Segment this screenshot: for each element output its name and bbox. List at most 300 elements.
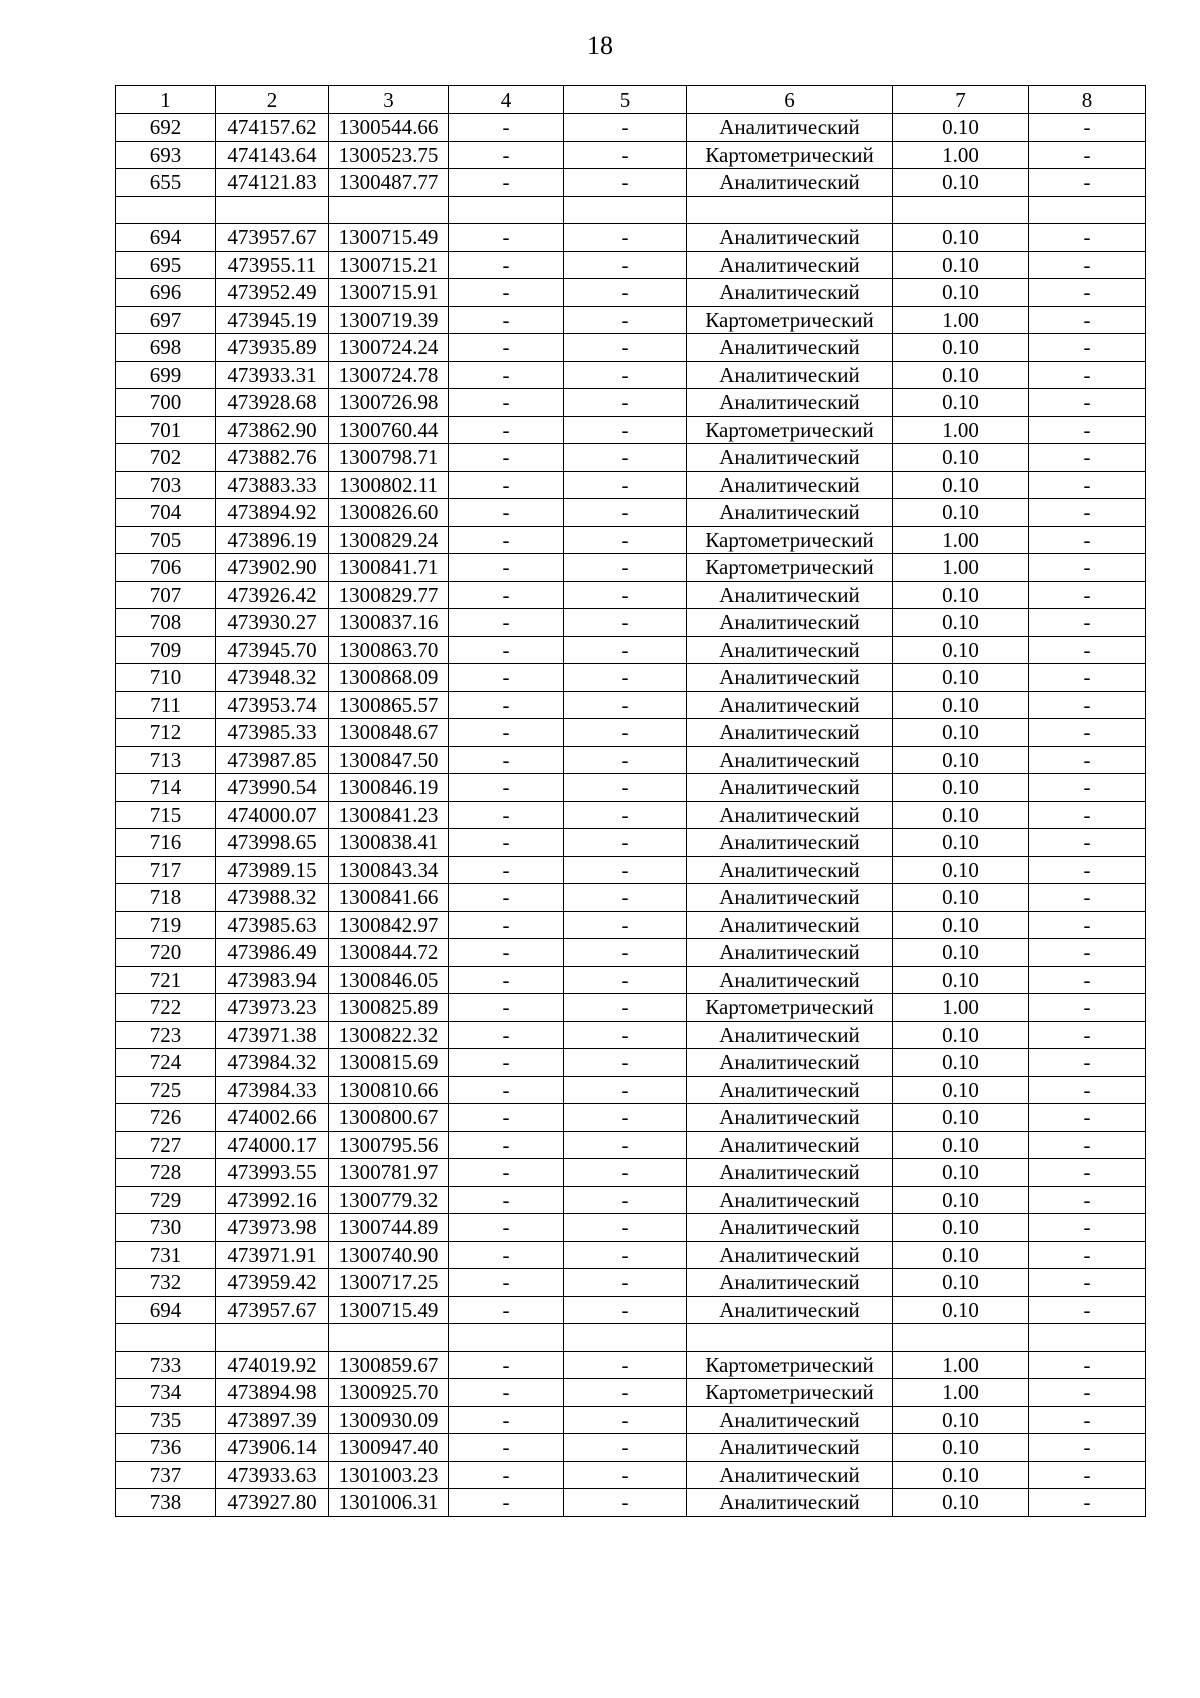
table-row bbox=[116, 1214, 1146, 1242]
table-cell: 0.10 bbox=[893, 856, 1029, 884]
table-cell: Аналитический bbox=[687, 279, 893, 307]
table-cell: 726 bbox=[116, 1104, 216, 1132]
table-cell: 729 bbox=[116, 1186, 216, 1214]
table-cell bbox=[216, 1324, 329, 1352]
table-cell: 1.00 bbox=[893, 526, 1029, 554]
table-cell: 1.00 bbox=[893, 994, 1029, 1022]
table-cell: - bbox=[1029, 471, 1146, 499]
table-cell: 1300826.60 bbox=[329, 499, 449, 527]
table-cell: 0.10 bbox=[893, 801, 1029, 829]
table-cell: - bbox=[449, 691, 564, 719]
table-cell: - bbox=[1029, 1131, 1146, 1159]
table-cell: - bbox=[564, 141, 687, 169]
table-cell: - bbox=[449, 1269, 564, 1297]
table-cell: 1300863.70 bbox=[329, 636, 449, 664]
table-cell: - bbox=[449, 1489, 564, 1517]
table-cell: 0.10 bbox=[893, 1076, 1029, 1104]
table-cell: 1300829.24 bbox=[329, 526, 449, 554]
table-cell: - bbox=[1029, 856, 1146, 884]
table-cell: 1300868.09 bbox=[329, 664, 449, 692]
table-cell: - bbox=[564, 499, 687, 527]
table-cell: - bbox=[1029, 306, 1146, 334]
table-row bbox=[116, 554, 1146, 582]
table-cell: - bbox=[1029, 114, 1146, 142]
table-cell: 473926.42 bbox=[216, 581, 329, 609]
table-cell: 717 bbox=[116, 856, 216, 884]
table-cell: 1300726.98 bbox=[329, 389, 449, 417]
table-cell: 473984.32 bbox=[216, 1049, 329, 1077]
table-cell: - bbox=[449, 554, 564, 582]
table-cell: - bbox=[564, 114, 687, 142]
table-cell bbox=[216, 196, 329, 224]
table-cell: 473930.27 bbox=[216, 609, 329, 637]
table-row bbox=[116, 1351, 1146, 1379]
table-cell: 721 bbox=[116, 966, 216, 994]
table-cell: 473896.19 bbox=[216, 526, 329, 554]
table-row bbox=[116, 389, 1146, 417]
table-row bbox=[116, 1434, 1146, 1462]
table-cell: 1.00 bbox=[893, 1379, 1029, 1407]
table-row bbox=[116, 224, 1146, 252]
table-cell: - bbox=[564, 1296, 687, 1324]
table-cell: - bbox=[449, 1186, 564, 1214]
column-header: 7 bbox=[893, 86, 1029, 114]
column-header: 6 bbox=[687, 86, 893, 114]
table-row bbox=[116, 1324, 1146, 1352]
table-cell: 473897.39 bbox=[216, 1406, 329, 1434]
table-cell: - bbox=[449, 1406, 564, 1434]
table-cell: 696 bbox=[116, 279, 216, 307]
coordinates-table bbox=[115, 85, 1146, 1517]
table-cell: - bbox=[449, 1296, 564, 1324]
table-cell: Аналитический bbox=[687, 1296, 893, 1324]
table-cell: 709 bbox=[116, 636, 216, 664]
table-cell: - bbox=[564, 774, 687, 802]
table-cell: 1300841.66 bbox=[329, 884, 449, 912]
table-cell: Картометрический bbox=[687, 994, 893, 1022]
table-cell: 0.10 bbox=[893, 444, 1029, 472]
table-cell: - bbox=[564, 416, 687, 444]
table-cell: - bbox=[564, 279, 687, 307]
table-cell: 1300781.97 bbox=[329, 1159, 449, 1187]
table-cell: - bbox=[1029, 169, 1146, 197]
table-cell: Аналитический bbox=[687, 1406, 893, 1434]
table-cell: - bbox=[564, 1104, 687, 1132]
table-row bbox=[116, 1296, 1146, 1324]
table-cell: 0.10 bbox=[893, 1131, 1029, 1159]
table-cell: 1300760.44 bbox=[329, 416, 449, 444]
table-cell: Аналитический bbox=[687, 169, 893, 197]
table-cell: Аналитический bbox=[687, 1049, 893, 1077]
table-cell: 1300744.89 bbox=[329, 1214, 449, 1242]
table-cell: 693 bbox=[116, 141, 216, 169]
table-row bbox=[116, 746, 1146, 774]
table-cell: 1300724.78 bbox=[329, 361, 449, 389]
table-cell: - bbox=[1029, 251, 1146, 279]
table-cell: - bbox=[1029, 1021, 1146, 1049]
table-row bbox=[116, 196, 1146, 224]
column-header: 8 bbox=[1029, 86, 1146, 114]
table-cell: 473928.68 bbox=[216, 389, 329, 417]
table-cell: - bbox=[1029, 774, 1146, 802]
table-cell: - bbox=[564, 1186, 687, 1214]
table-row bbox=[116, 1489, 1146, 1517]
table-cell: - bbox=[449, 609, 564, 637]
table-cell: 731 bbox=[116, 1241, 216, 1269]
table-cell: - bbox=[1029, 719, 1146, 747]
table-cell: 0.10 bbox=[893, 279, 1029, 307]
table-cell: 1300848.67 bbox=[329, 719, 449, 747]
table-cell: 473883.33 bbox=[216, 471, 329, 499]
table-cell: 0.10 bbox=[893, 746, 1029, 774]
table-cell: 703 bbox=[116, 471, 216, 499]
table-cell bbox=[1029, 1324, 1146, 1352]
table-cell: Аналитический bbox=[687, 829, 893, 857]
table-cell: 694 bbox=[116, 224, 216, 252]
table-cell: - bbox=[449, 1461, 564, 1489]
table-cell: 1.00 bbox=[893, 1351, 1029, 1379]
table-cell: - bbox=[564, 444, 687, 472]
table-cell: 724 bbox=[116, 1049, 216, 1077]
table-cell: 0.10 bbox=[893, 966, 1029, 994]
table-cell: 473927.80 bbox=[216, 1489, 329, 1517]
table-cell: 738 bbox=[116, 1489, 216, 1517]
table-cell: 700 bbox=[116, 389, 216, 417]
table-cell: 473948.32 bbox=[216, 664, 329, 692]
table-row bbox=[116, 1049, 1146, 1077]
column-header: 3 bbox=[329, 86, 449, 114]
table-cell: Картометрический bbox=[687, 141, 893, 169]
table-cell: 473983.94 bbox=[216, 966, 329, 994]
table-row bbox=[116, 114, 1146, 142]
table-cell: - bbox=[564, 1021, 687, 1049]
table-cell: 1300822.32 bbox=[329, 1021, 449, 1049]
table-cell: 473933.63 bbox=[216, 1461, 329, 1489]
table-row bbox=[116, 1461, 1146, 1489]
table-cell: - bbox=[1029, 1296, 1146, 1324]
table-cell: 473862.90 bbox=[216, 416, 329, 444]
table-cell: 0.10 bbox=[893, 499, 1029, 527]
table-cell bbox=[1029, 196, 1146, 224]
table-cell: - bbox=[564, 829, 687, 857]
table-cell: 0.10 bbox=[893, 1159, 1029, 1187]
table-cell: - bbox=[564, 306, 687, 334]
table-cell: Аналитический bbox=[687, 1076, 893, 1104]
table-cell: - bbox=[564, 526, 687, 554]
table-row bbox=[116, 1159, 1146, 1187]
table-cell: 736 bbox=[116, 1434, 216, 1462]
table-cell: 1301003.23 bbox=[329, 1461, 449, 1489]
table-cell: 734 bbox=[116, 1379, 216, 1407]
table-row bbox=[116, 856, 1146, 884]
table-cell: 0.10 bbox=[893, 939, 1029, 967]
table-cell: 0.10 bbox=[893, 636, 1029, 664]
table-cell: 733 bbox=[116, 1351, 216, 1379]
table-cell: 0.10 bbox=[893, 389, 1029, 417]
table-cell: 704 bbox=[116, 499, 216, 527]
table-cell: - bbox=[564, 334, 687, 362]
table-cell: - bbox=[449, 1241, 564, 1269]
table-cell: - bbox=[449, 114, 564, 142]
table-cell: - bbox=[564, 801, 687, 829]
table-cell: 474000.07 bbox=[216, 801, 329, 829]
table-cell: 473988.32 bbox=[216, 884, 329, 912]
table-cell: - bbox=[449, 939, 564, 967]
table-cell: 473985.63 bbox=[216, 911, 329, 939]
table-row bbox=[116, 636, 1146, 664]
table-cell: - bbox=[1029, 939, 1146, 967]
table-cell: 473973.98 bbox=[216, 1214, 329, 1242]
table-cell: Аналитический bbox=[687, 664, 893, 692]
column-header: 2 bbox=[216, 86, 329, 114]
table-cell: 1300715.49 bbox=[329, 1296, 449, 1324]
table-cell: 473992.16 bbox=[216, 1186, 329, 1214]
page-number: 18 bbox=[587, 31, 613, 60]
table-cell: 473957.67 bbox=[216, 1296, 329, 1324]
table-cell: 473984.33 bbox=[216, 1076, 329, 1104]
table-cell: 473998.65 bbox=[216, 829, 329, 857]
table-cell: 1300846.19 bbox=[329, 774, 449, 802]
table-cell: - bbox=[1029, 526, 1146, 554]
table-cell: - bbox=[449, 581, 564, 609]
table-cell: 1300544.66 bbox=[329, 114, 449, 142]
table-cell: - bbox=[564, 1076, 687, 1104]
table-cell: 1300844.72 bbox=[329, 939, 449, 967]
table-cell: - bbox=[1029, 966, 1146, 994]
table-cell: 1300798.71 bbox=[329, 444, 449, 472]
table-cell: 0.10 bbox=[893, 334, 1029, 362]
table-cell: - bbox=[449, 444, 564, 472]
table-cell: 1300715.49 bbox=[329, 224, 449, 252]
table-cell: - bbox=[449, 1379, 564, 1407]
table-cell: - bbox=[1029, 1269, 1146, 1297]
table-cell: - bbox=[1029, 1434, 1146, 1462]
table-cell: - bbox=[1029, 1186, 1146, 1214]
table-cell: - bbox=[1029, 279, 1146, 307]
table-cell: Аналитический bbox=[687, 114, 893, 142]
table-cell: Аналитический bbox=[687, 1159, 893, 1187]
table-cell: - bbox=[449, 1049, 564, 1077]
table-cell: - bbox=[1029, 1461, 1146, 1489]
table-cell: - bbox=[564, 664, 687, 692]
table-row bbox=[116, 306, 1146, 334]
table-cell: 473987.85 bbox=[216, 746, 329, 774]
table-cell: 718 bbox=[116, 884, 216, 912]
table-cell: - bbox=[449, 361, 564, 389]
table-cell: - bbox=[564, 1379, 687, 1407]
table-cell: 473993.55 bbox=[216, 1159, 329, 1187]
table-cell: Картометрический bbox=[687, 306, 893, 334]
table-cell: - bbox=[449, 856, 564, 884]
table-cell: 702 bbox=[116, 444, 216, 472]
table-cell: - bbox=[564, 1159, 687, 1187]
table-cell: - bbox=[1029, 416, 1146, 444]
table-cell: - bbox=[1029, 361, 1146, 389]
table-cell: - bbox=[449, 1351, 564, 1379]
table-cell: 474019.92 bbox=[216, 1351, 329, 1379]
table-cell: - bbox=[449, 664, 564, 692]
table-cell: - bbox=[564, 1434, 687, 1462]
table-cell: 0.10 bbox=[893, 719, 1029, 747]
table-cell: Аналитический bbox=[687, 966, 893, 994]
table-row bbox=[116, 471, 1146, 499]
table-cell: - bbox=[564, 911, 687, 939]
table-cell: 720 bbox=[116, 939, 216, 967]
table-cell: - bbox=[449, 1214, 564, 1242]
table-cell: - bbox=[564, 994, 687, 1022]
table-cell: 1300487.77 bbox=[329, 169, 449, 197]
table-cell: Картометрический bbox=[687, 416, 893, 444]
table-cell: 701 bbox=[116, 416, 216, 444]
table-cell: 474000.17 bbox=[216, 1131, 329, 1159]
table-cell: Аналитический bbox=[687, 1104, 893, 1132]
table-cell: - bbox=[449, 884, 564, 912]
table-cell: 0.10 bbox=[893, 251, 1029, 279]
table-cell bbox=[893, 1324, 1029, 1352]
table-cell: 0.10 bbox=[893, 691, 1029, 719]
table-cell: 705 bbox=[116, 526, 216, 554]
table-cell: 473955.11 bbox=[216, 251, 329, 279]
table-cell: Аналитический bbox=[687, 1434, 893, 1462]
table-cell: - bbox=[564, 691, 687, 719]
table-cell: 1300715.91 bbox=[329, 279, 449, 307]
table-cell: Картометрический bbox=[687, 1379, 893, 1407]
table-cell: - bbox=[449, 499, 564, 527]
table-cell: 473959.42 bbox=[216, 1269, 329, 1297]
table-cell: 1300810.66 bbox=[329, 1076, 449, 1104]
table-cell: - bbox=[449, 911, 564, 939]
table-cell: - bbox=[1029, 224, 1146, 252]
table-cell: Аналитический bbox=[687, 1241, 893, 1269]
table-cell: - bbox=[564, 361, 687, 389]
table-cell: - bbox=[564, 746, 687, 774]
table-cell: 1.00 bbox=[893, 306, 1029, 334]
table-cell: 714 bbox=[116, 774, 216, 802]
table-cell: Картометрический bbox=[687, 554, 893, 582]
table-cell: Картометрический bbox=[687, 1351, 893, 1379]
table-cell bbox=[116, 196, 216, 224]
table-cell: - bbox=[1029, 994, 1146, 1022]
table-row bbox=[116, 1076, 1146, 1104]
table-cell: 473945.70 bbox=[216, 636, 329, 664]
table-cell bbox=[893, 196, 1029, 224]
table-cell: 1.00 bbox=[893, 141, 1029, 169]
table-row bbox=[116, 719, 1146, 747]
table-cell bbox=[116, 1324, 216, 1352]
table-body bbox=[116, 114, 1146, 1517]
table-row bbox=[116, 994, 1146, 1022]
table-cell: Аналитический bbox=[687, 1214, 893, 1242]
table-cell: - bbox=[1029, 1351, 1146, 1379]
table-cell: Аналитический bbox=[687, 1461, 893, 1489]
table-cell: 1300719.39 bbox=[329, 306, 449, 334]
table-cell: 474121.83 bbox=[216, 169, 329, 197]
table-row bbox=[116, 141, 1146, 169]
table-cell: 737 bbox=[116, 1461, 216, 1489]
table-cell: Аналитический bbox=[687, 746, 893, 774]
table-row bbox=[116, 416, 1146, 444]
table-row bbox=[116, 1104, 1146, 1132]
table-cell: 0.10 bbox=[893, 911, 1029, 939]
table-cell: 723 bbox=[116, 1021, 216, 1049]
table-cell: 0.10 bbox=[893, 1434, 1029, 1462]
table-cell: - bbox=[449, 829, 564, 857]
table-cell: 473935.89 bbox=[216, 334, 329, 362]
table-cell: 730 bbox=[116, 1214, 216, 1242]
table-cell: - bbox=[1029, 1104, 1146, 1132]
table-cell: Аналитический bbox=[687, 939, 893, 967]
table-row bbox=[116, 829, 1146, 857]
table-row bbox=[116, 774, 1146, 802]
table-cell: - bbox=[564, 1131, 687, 1159]
table-cell: 473906.14 bbox=[216, 1434, 329, 1462]
table-cell: - bbox=[449, 1159, 564, 1187]
table-cell: - bbox=[564, 1241, 687, 1269]
table-cell: - bbox=[449, 471, 564, 499]
table-cell: - bbox=[1029, 1049, 1146, 1077]
table-cell: - bbox=[449, 1021, 564, 1049]
table-cell: 1300842.97 bbox=[329, 911, 449, 939]
table-cell: 473945.19 bbox=[216, 306, 329, 334]
table-cell: 732 bbox=[116, 1269, 216, 1297]
table-cell: - bbox=[564, 1269, 687, 1297]
table-cell: 1300825.89 bbox=[329, 994, 449, 1022]
table-cell: - bbox=[564, 581, 687, 609]
table-cell: 0.10 bbox=[893, 1021, 1029, 1049]
table-cell: 1300523.75 bbox=[329, 141, 449, 169]
table-cell: - bbox=[564, 939, 687, 967]
table-cell: 0.10 bbox=[893, 1461, 1029, 1489]
table-cell: - bbox=[449, 526, 564, 554]
table-cell: 697 bbox=[116, 306, 216, 334]
table-cell: - bbox=[1029, 609, 1146, 637]
table-cell: 473902.90 bbox=[216, 554, 329, 582]
table-cell: 473957.67 bbox=[216, 224, 329, 252]
table-cell: Аналитический bbox=[687, 801, 893, 829]
table-cell: Аналитический bbox=[687, 1131, 893, 1159]
table-cell: 0.10 bbox=[893, 609, 1029, 637]
table-cell: - bbox=[564, 1351, 687, 1379]
table-cell: - bbox=[1029, 389, 1146, 417]
table-cell: 1300715.21 bbox=[329, 251, 449, 279]
table-row bbox=[116, 691, 1146, 719]
table-cell: 706 bbox=[116, 554, 216, 582]
table-cell bbox=[564, 196, 687, 224]
table-cell: 0.10 bbox=[893, 829, 1029, 857]
table-cell: - bbox=[564, 389, 687, 417]
table-row bbox=[116, 1406, 1146, 1434]
table-cell: 0.10 bbox=[893, 361, 1029, 389]
table-cell: Аналитический bbox=[687, 691, 893, 719]
table-row bbox=[116, 801, 1146, 829]
table-row bbox=[116, 251, 1146, 279]
table-cell: - bbox=[1029, 581, 1146, 609]
table-cell: 473953.74 bbox=[216, 691, 329, 719]
table-cell: 1300829.77 bbox=[329, 581, 449, 609]
table-cell: 474002.66 bbox=[216, 1104, 329, 1132]
table-cell: 1300802.11 bbox=[329, 471, 449, 499]
table-cell: 473971.38 bbox=[216, 1021, 329, 1049]
table-cell: 1300847.50 bbox=[329, 746, 449, 774]
table-cell: 715 bbox=[116, 801, 216, 829]
table-cell: 713 bbox=[116, 746, 216, 774]
table-cell: 725 bbox=[116, 1076, 216, 1104]
table-cell: 1300838.41 bbox=[329, 829, 449, 857]
table-cell: Аналитический bbox=[687, 224, 893, 252]
table-cell: 698 bbox=[116, 334, 216, 362]
table-cell: - bbox=[449, 389, 564, 417]
table-cell: - bbox=[564, 719, 687, 747]
